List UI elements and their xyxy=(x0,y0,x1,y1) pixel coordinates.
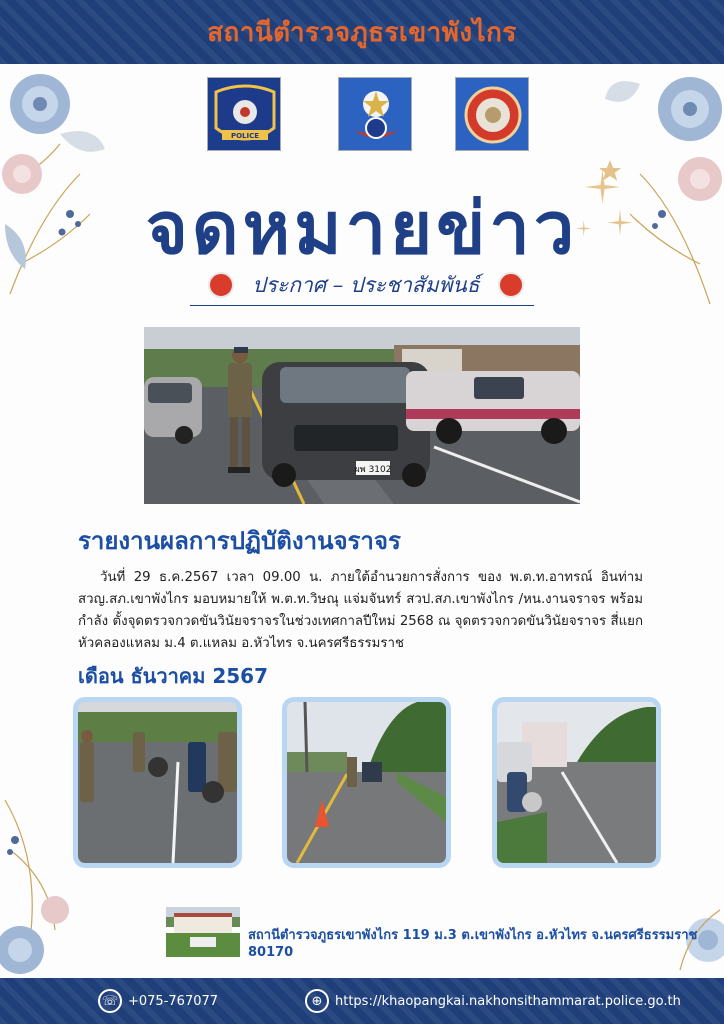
phone-icon: ☏ xyxy=(98,989,122,1013)
report-body: วันที่ 29 ธ.ค.2567 เวลา 09.00 น. ภายใต้อำนวยการสั่งการ ของ พ.ต.ท.อาทรณ์ อินท่าม สวญ.สภ.เขาพังไกร มอบหมายให้ พ.ต.ท.วิษณุ แจ่มจันทร์ สวป.สภ.เขาพังไกร /หน.งานจราจร พร้อมกำลัง ตั้งจุดตรวจกวดขันวินัยจราจรในช่วงเทศกาลปีใหม่ 2568 ณ จุดตรวจกวดขันวินัยจราจร สี่แยกหัวคลองแหลม ม.4 ต.แหลม อ.หัวไทร จ.นครศรีธรรมราช xyxy=(78,570,643,651)
photo-thumbnail xyxy=(282,697,451,868)
station-address: สถานีตำรวจภูธรเขาพังไกร 119 ม.3 ต.เขาพังไกร อ.หัวไทร จ.นครศรีธรรมราช 80170 xyxy=(248,928,698,960)
royal-thai-police-logo xyxy=(207,77,281,151)
photo-thumbnail xyxy=(73,697,242,868)
floral-decoration-bottom-left xyxy=(0,790,80,980)
globe-icon: ⊕ xyxy=(305,989,329,1013)
police-badge-text: POLICE xyxy=(230,132,260,140)
newsletter-headline: จดหมายข่าว xyxy=(145,185,579,270)
subline-row xyxy=(186,268,546,302)
station-building-photo xyxy=(166,907,240,957)
website-link[interactable] xyxy=(305,989,681,1013)
seal-icon xyxy=(498,272,524,298)
traffic-police-seal-logo xyxy=(455,77,529,151)
license-plate-text: ผพ 3102 xyxy=(354,465,392,475)
header-banner xyxy=(0,0,724,64)
checkpoint-main-photo xyxy=(144,327,580,504)
announcement-subline: ประกาศ – ประชาสัมพันธ์ xyxy=(252,272,480,297)
contact-bar xyxy=(0,978,724,1024)
seal-icon xyxy=(208,272,234,298)
website-url: https://khaopangkai.nakhonsithammarat.police.go.th xyxy=(335,993,681,1009)
photo-thumbnail xyxy=(492,697,661,868)
divider xyxy=(190,305,534,306)
phone-number: +075-767077 xyxy=(128,993,219,1009)
provincial-police-logo xyxy=(338,77,412,151)
month-title: เดือน ธันวาคม 2567 xyxy=(78,664,268,688)
report-title: รายงานผลการปฏิบัติงานจราจร xyxy=(78,527,401,555)
station-name: สถานีตำรวจภูธรเขาพังไกร xyxy=(207,18,517,48)
phone-contact[interactable] xyxy=(98,989,218,1013)
